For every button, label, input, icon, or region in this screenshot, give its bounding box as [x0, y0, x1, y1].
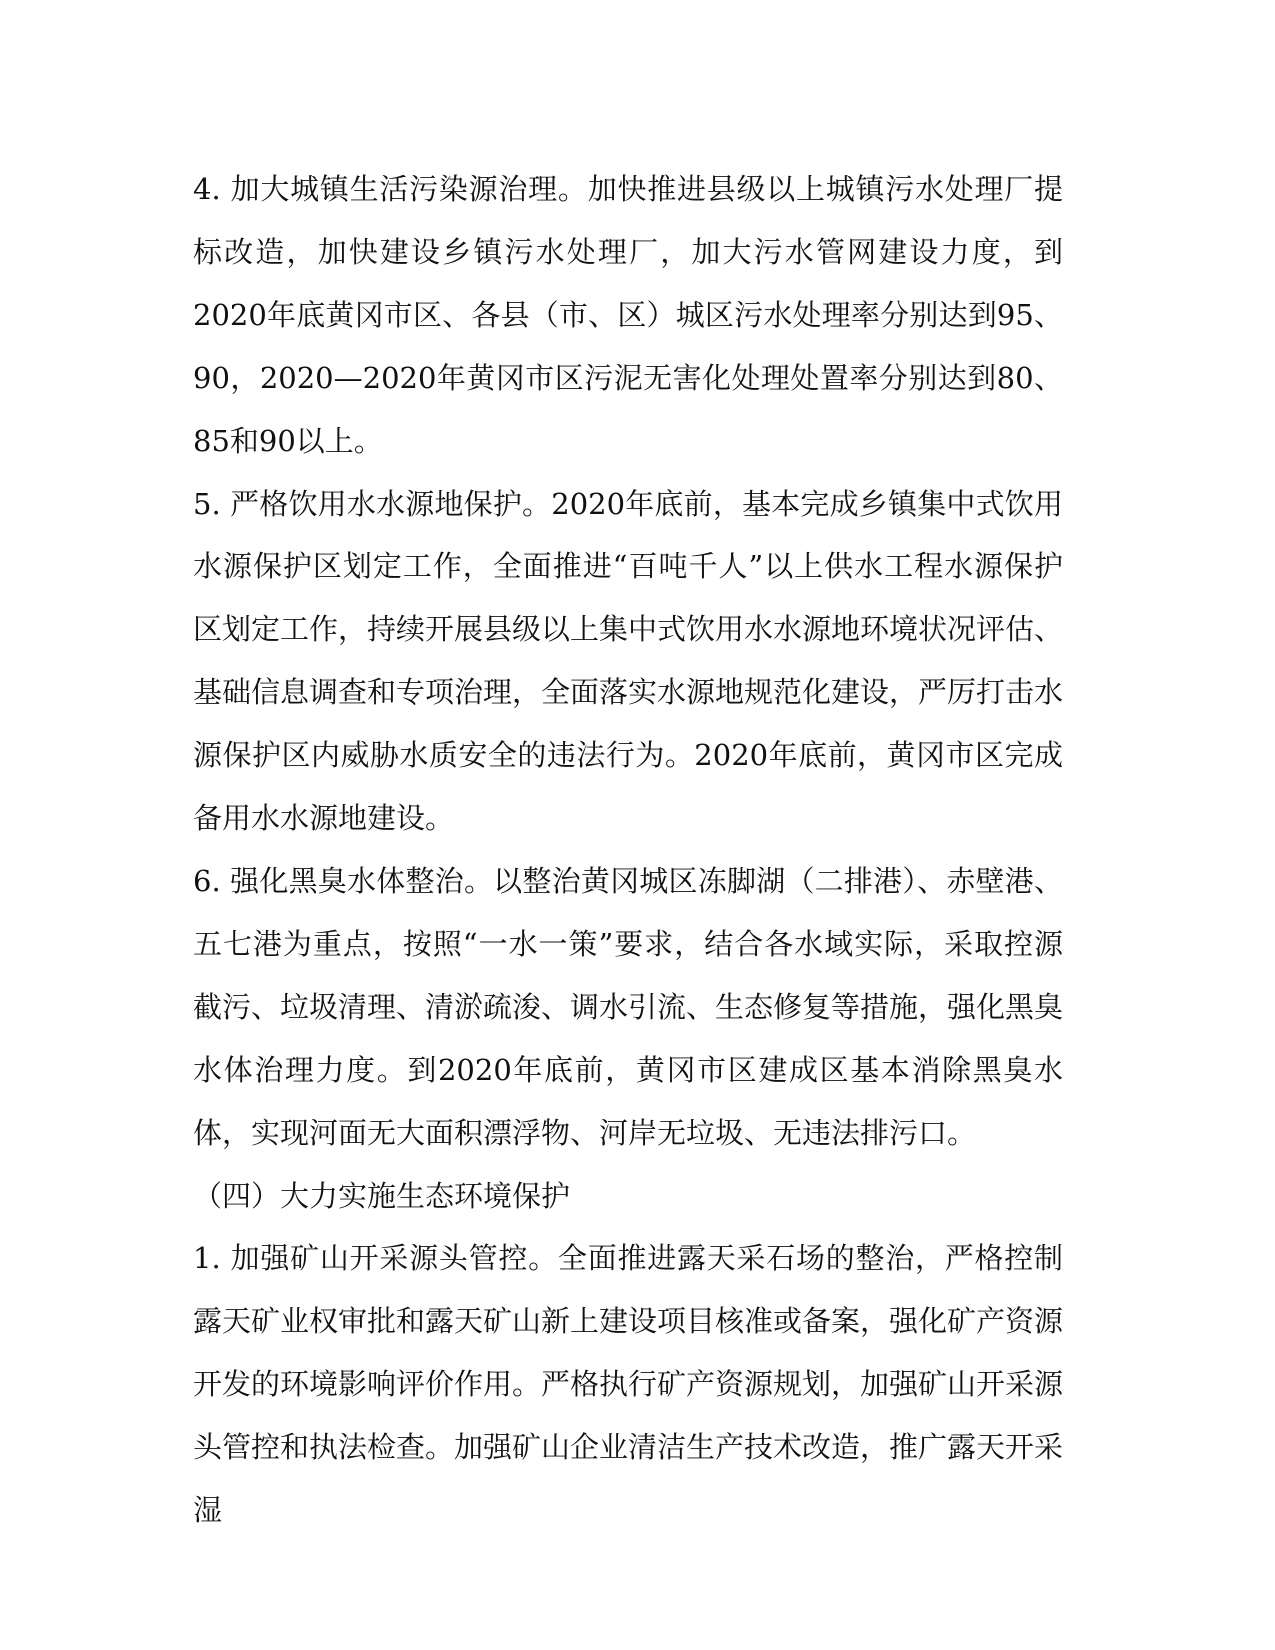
paragraph-urban-pollution: 4. 加大城镇生活污染源治理。加快推进县级以上城镇污水处理厂提标改造，加快建设乡镇污水处理厂，加大污水管网建设力度，到2020年底黄冈市区、各县（市、区）城区污水处理率分别达到95、90，2020—2020年黄冈市区污泥无害化处理处置率分别达到80、85和90以上。 [193, 172, 1063, 458]
paragraph-black-odorous-water: 6. 强化黑臭水体整治。以整治黄冈城区冻脚湖（二排港）、赤壁港、五七港为重点，按照“一水一策”要求，结合各水域实际，采取控源截污、垃圾清理、清淤疏浚、调水引流、生态修复等措施，强化黑臭水体治理力度。到2020年底前，黄冈市区建成区基本消除黑臭水体，实现河面无大面积漂浮物、河岸无垃圾、无违法排污口。 [193, 863, 1064, 1150]
paragraph-mining-control: 1. 加强矿山开采源头管控。全面推进露天采石场的整治，严格控制露天矿业权审批和露天矿山新上建设项目核准或备案，强化矿产资源开发的环境影响评价作用。严格执行矿产资源规划，加强矿山开采源头管控和执法检查。加强矿山企业清洁生产技术改造，推广露天开采湿 [193, 1241, 1064, 1528]
paragraph-water-source-protection: 5. 严格饮用水水源地保护。2020年底前，基本完成乡镇集中式饮用水源保护区划定工作，全面推进“百吨千人”以上供水工程水源保护区划定工作，持续开展县级以上集中式饮用水水源地环境状况评估、基础信息调查和专项治理，全面落实水源地规范化建设，严厉打击水源保护区内威胁水质安全的违法行为。2020年底前，黄冈市区完成备用水水源地建设。 [193, 486, 1064, 836]
document-body [193, 158, 1063, 1542]
section-heading-ecological-protection: （四）大力实施生态环境保护 [193, 1178, 571, 1213]
